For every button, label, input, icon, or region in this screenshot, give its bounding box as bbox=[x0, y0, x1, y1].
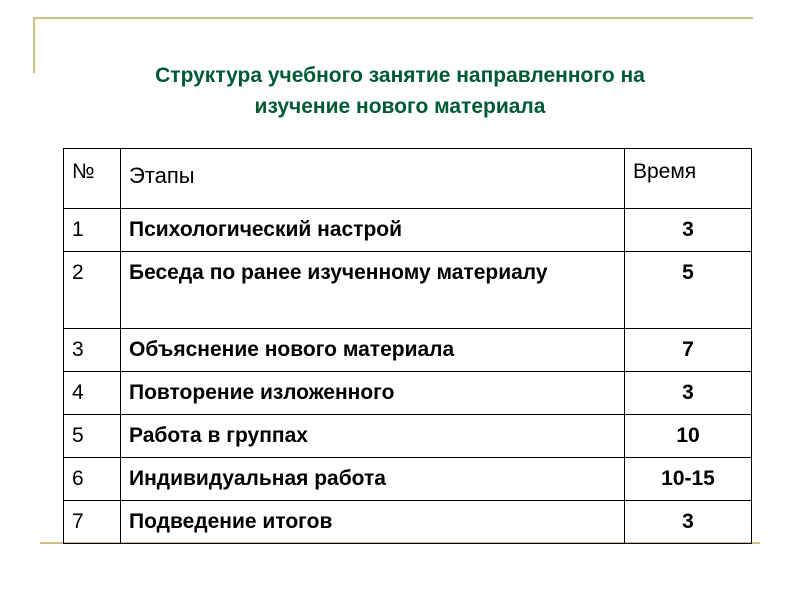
cell-num: 2 bbox=[64, 252, 121, 329]
cell-time: 10 bbox=[625, 415, 752, 458]
cell-time: 7 bbox=[625, 329, 752, 372]
cell-time: 5 bbox=[625, 252, 752, 329]
stages-table bbox=[63, 148, 752, 544]
cell-stage: Психологический настрой bbox=[121, 209, 625, 252]
cell-num: 4 bbox=[64, 372, 121, 415]
header-time: Время bbox=[625, 149, 752, 209]
slide-title-line-2: изучение нового материала bbox=[254, 95, 546, 118]
cell-stage: Повторение изложенного bbox=[121, 372, 625, 415]
table-header-row bbox=[64, 149, 752, 209]
table-row bbox=[64, 372, 752, 415]
cell-num: 3 bbox=[64, 329, 121, 372]
decor-top-line bbox=[33, 17, 753, 19]
cell-num: 5 bbox=[64, 415, 121, 458]
table-row bbox=[64, 458, 752, 501]
table-row bbox=[64, 252, 752, 329]
slide-title bbox=[0, 60, 800, 122]
cell-num: 6 bbox=[64, 458, 121, 501]
cell-stage: Объяснение нового материала bbox=[121, 329, 625, 372]
slide-title-line-1: Структура учебного занятие направленного на bbox=[155, 64, 645, 87]
table-row bbox=[64, 209, 752, 252]
cell-stage: Индивидуальная работа bbox=[121, 458, 625, 501]
cell-time: 3 bbox=[625, 372, 752, 415]
cell-time: 10-15 bbox=[625, 458, 752, 501]
header-num: № bbox=[64, 149, 121, 209]
cell-stage: Беседа по ранее изученному материалу bbox=[121, 252, 625, 329]
header-stage: Этапы bbox=[121, 149, 625, 209]
cell-num: 7 bbox=[64, 501, 121, 544]
cell-time: 3 bbox=[625, 501, 752, 544]
cell-num: 1 bbox=[64, 209, 121, 252]
table-row bbox=[64, 329, 752, 372]
table-row bbox=[64, 415, 752, 458]
cell-stage: Работа в группах bbox=[121, 415, 625, 458]
cell-time: 3 bbox=[625, 209, 752, 252]
table-row bbox=[64, 501, 752, 544]
cell-stage: Подведение итогов bbox=[121, 501, 625, 544]
